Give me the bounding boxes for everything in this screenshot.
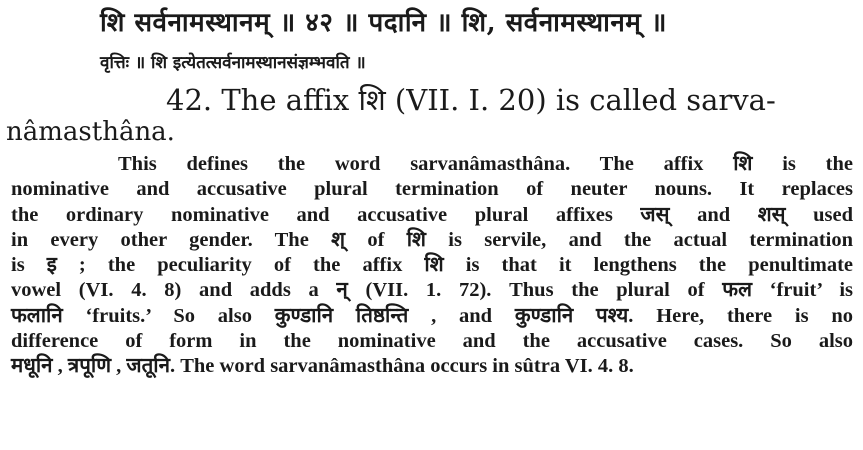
sutra-text: शि सर्वनामस्थानम् ॥ ४२ ॥ पदानि ॥ शि, सर्वनामस्थानम् ॥ xyxy=(100,8,667,38)
sutra-heading-continuation: nâmasthâna. xyxy=(6,117,175,147)
sutra-number: 42. xyxy=(166,83,213,117)
paragraph-line: the ordinary nominative and accusative plural affixes जस् and शस् used xyxy=(11,203,853,226)
paragraph-line: vowel (VI. 4. 8) and adds a न् (VII. 1. 72). Thus the plural of फल ‘fruit’ is xyxy=(11,279,853,302)
sutra-heading-text: The affix शि (VII. I. 20) is called sarva- xyxy=(221,83,776,117)
paragraph-line: difference of form in the nominative and the accusative cases. So also xyxy=(11,330,853,353)
sutra-heading xyxy=(166,80,776,119)
paragraph-line: in every other gender. The श् of शि is servile, and the actual termination xyxy=(11,228,853,251)
paragraph-line: फलानि ‘fruits.’ So also कुण्डानि तिष्ठन्ति , and कुण्डानि पश्य. Here, there is no xyxy=(11,304,853,327)
paragraph-line: nominative and accusative plural termination of neuter nouns. It replaces xyxy=(11,178,853,201)
vritti-commentary: वृत्तिः ॥ शि इत्येतत्सर्वनामस्थानसंज्ञम्भवति ॥ xyxy=(100,53,366,73)
paragraph-line: मधूनि , त्रपूणि , जतूनि. The word sarvanâmasthâna occurs in sûtra VI. 4. 8. xyxy=(11,355,634,378)
paragraph-line: This defines the word sarvanâmasthâna. The affix शि is the xyxy=(118,153,853,175)
paragraph-line: is इ ; the peculiarity of the affix शि is that it lengthens the penultimate xyxy=(11,254,853,277)
explanation-paragraph xyxy=(11,152,853,380)
